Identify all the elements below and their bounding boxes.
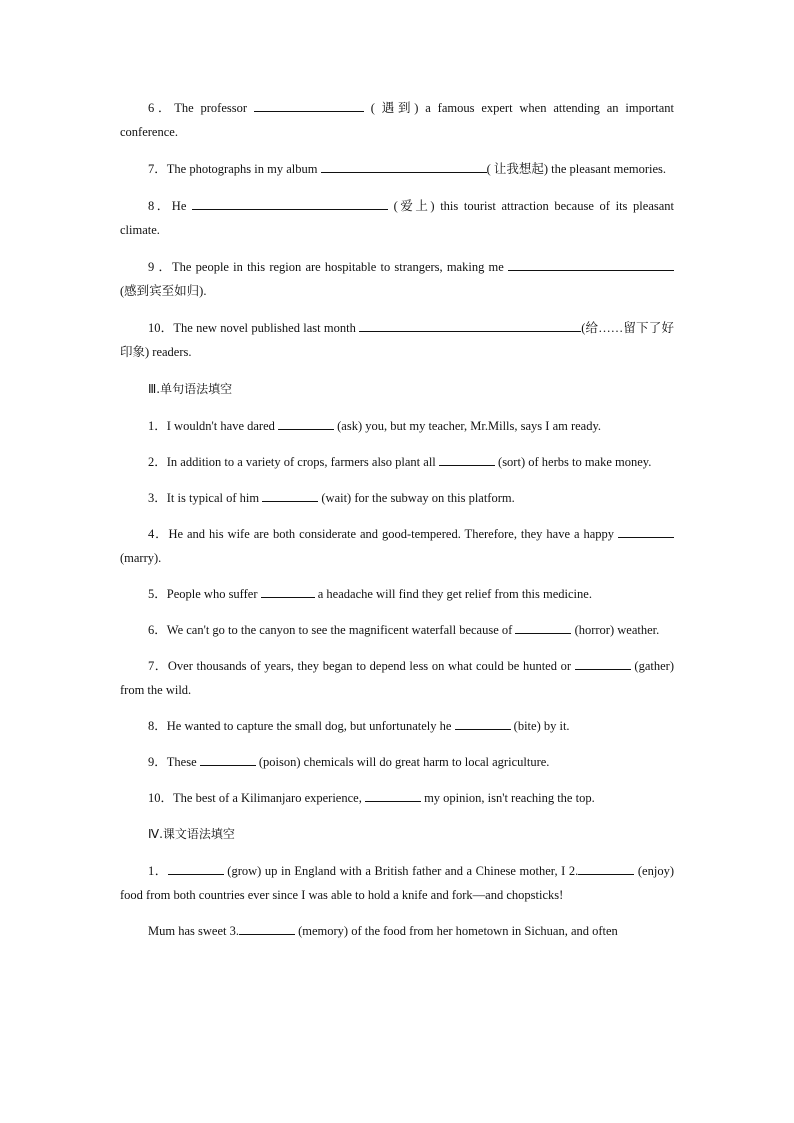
passage-text: (enjoy) food from both countries ever since I was able to hold a knife and fork—and chopsticks! [120, 864, 674, 902]
answer-blank[interactable] [439, 454, 495, 466]
passage-text: Mum has sweet 3. [148, 924, 239, 938]
item-text: (给……留下了好印象) readers. [120, 321, 674, 359]
answer-blank[interactable] [455, 718, 511, 730]
item-text: These [166, 755, 200, 769]
answer-blank[interactable] [575, 658, 631, 670]
item-number: 10． [148, 321, 174, 335]
item-text: (wait) for the subway on this platform. [318, 491, 515, 505]
item-number: 1． [148, 419, 167, 433]
section-heading-4: Ⅳ.课文语法填空 [148, 827, 235, 841]
item-number: 9 ． [148, 260, 173, 274]
item-number: 8． [148, 719, 167, 733]
item-text: ( 遇到) a famous expert when attending an important conference. [120, 101, 674, 139]
item-text: He wanted to capture the small dog, but unfortunately he [166, 719, 455, 733]
grammar-item-8 [120, 714, 674, 738]
grammar-item-9 [120, 750, 674, 774]
translation-item-7 [120, 157, 674, 181]
item-number: 1． [148, 864, 168, 878]
item-text: The new novel published last month [173, 321, 360, 335]
item-text: I wouldn't have dared [166, 419, 279, 433]
item-text: The people in this region are hospitable to strangers, making me [172, 260, 508, 274]
item-text: It is typical of him [166, 491, 263, 505]
item-text: (poison) chemicals will do great harm to local agriculture. [255, 755, 550, 769]
answer-blank[interactable] [578, 863, 634, 875]
item-text: We can't go to the canyon to see the magnificent waterfall because of [166, 623, 516, 637]
item-text: (sort) of herbs to make money. [494, 455, 652, 469]
item-number: 3． [148, 491, 167, 505]
item-text: (感到宾至如归). [120, 284, 207, 298]
answer-blank[interactable] [192, 198, 388, 210]
item-text: my opinion, isn't reaching the top. [420, 791, 595, 805]
grammar-item-10 [120, 786, 674, 810]
answer-blank[interactable] [261, 586, 315, 598]
answer-blank[interactable] [239, 923, 295, 935]
answer-blank[interactable] [618, 526, 674, 538]
item-number: 4． [148, 527, 169, 541]
item-text: He and his wife are both considerate and good-tempered. Therefore, they have a happy [168, 527, 618, 541]
item-number: 6． [148, 623, 167, 637]
item-text: (bite) by it. [510, 719, 570, 733]
item-text: ( 让我想起) the pleasant memories. [486, 162, 667, 176]
translation-item-9 [120, 255, 674, 303]
answer-blank[interactable] [262, 490, 318, 502]
item-number: 2． [148, 455, 167, 469]
item-text: In addition to a variety of crops, farmers also plant all [166, 455, 439, 469]
item-text: Over thousands of years, they began to depend less on what could be hunted or [167, 659, 575, 673]
worksheet-page [120, 96, 674, 943]
answer-blank[interactable] [321, 161, 487, 173]
item-number: 10． [148, 791, 174, 805]
item-text: (ask) you, but my teacher, Mr.Mills, says I am ready. [334, 419, 602, 433]
item-text: The professor [174, 101, 254, 115]
answer-blank[interactable] [359, 320, 581, 332]
grammar-item-7 [120, 654, 674, 702]
translation-item-6 [120, 96, 674, 144]
answer-blank[interactable] [365, 790, 421, 802]
translation-item-10 [120, 316, 674, 364]
grammar-item-1 [120, 414, 674, 438]
item-number: 5． [148, 587, 167, 601]
passage-text: (grow) up in England with a British father and a Chinese mother, I 2. [223, 864, 579, 878]
passage-paragraph-1 [120, 859, 674, 907]
answer-blank[interactable] [278, 418, 334, 430]
item-number: 6． [148, 101, 175, 115]
item-number: 9． [148, 755, 167, 769]
item-text: a headache will find they get relief from this medicine. [314, 587, 592, 601]
answer-blank[interactable] [515, 622, 571, 634]
item-number: 7． [148, 659, 168, 673]
item-text: He [171, 199, 193, 213]
item-text: (marry). [120, 551, 162, 565]
item-number: 7． [148, 162, 167, 176]
item-text: (爱上) this tourist attraction because of its pleasant climate. [120, 199, 675, 237]
passage-paragraph-2 [120, 919, 674, 943]
answer-blank[interactable] [254, 100, 364, 112]
translation-item-8 [120, 194, 674, 242]
passage-text: (memory) of the food from her hometown in Sichuan, and often [294, 924, 618, 938]
answer-blank[interactable] [508, 259, 674, 271]
answer-blank[interactable] [200, 754, 256, 766]
section-heading-3: Ⅲ.单句语法填空 [148, 382, 233, 396]
item-number: 8． [148, 199, 172, 213]
grammar-item-3 [120, 486, 674, 510]
grammar-item-5 [120, 582, 674, 606]
item-text: (horror) weather. [571, 623, 660, 637]
grammar-item-4 [120, 522, 674, 570]
item-text: The best of a Kilimanjaro experience, [173, 791, 365, 805]
item-text: (gather) from the wild. [120, 659, 674, 697]
answer-blank[interactable] [168, 863, 224, 875]
item-text: People who suffer [166, 587, 261, 601]
item-text: The photographs in my album [166, 162, 321, 176]
grammar-item-6 [120, 618, 674, 642]
grammar-item-2 [120, 450, 674, 474]
